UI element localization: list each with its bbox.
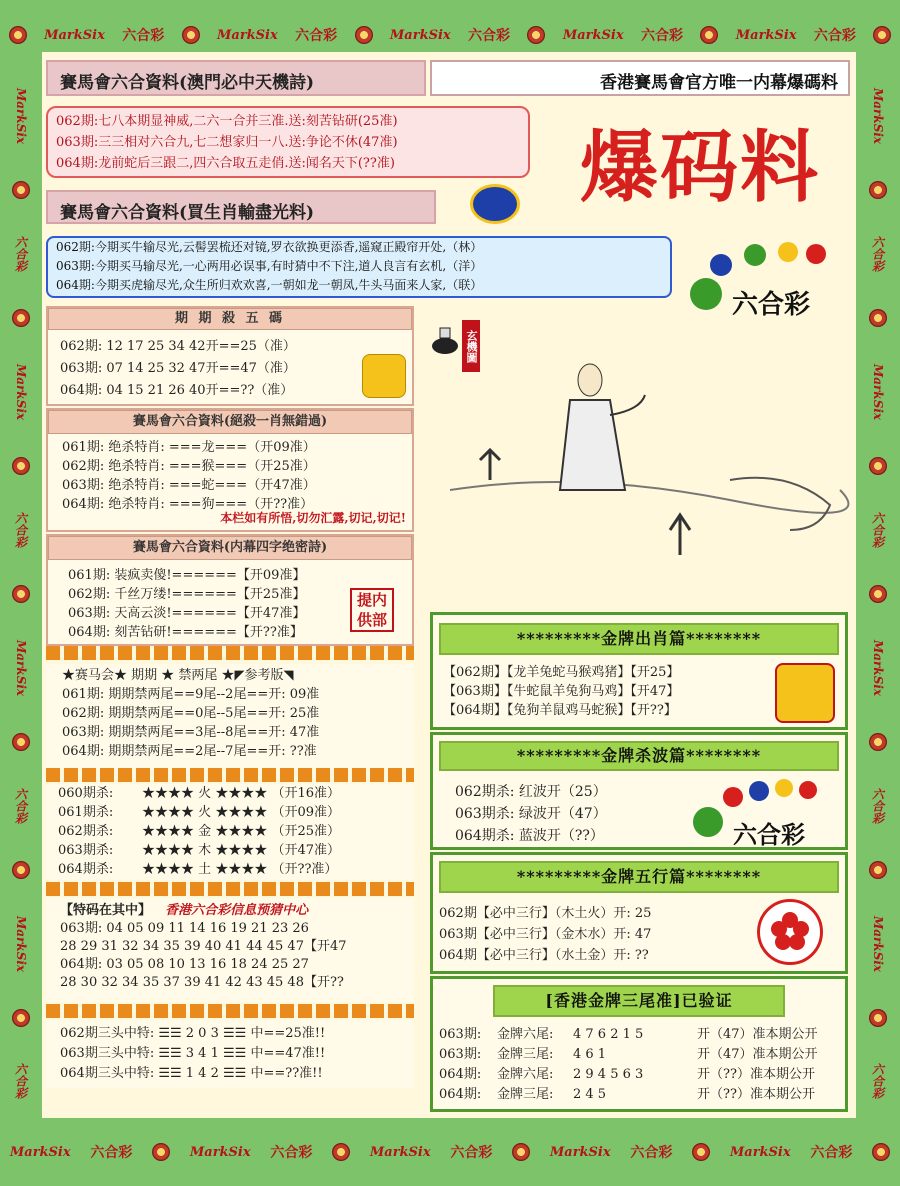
right-border xyxy=(856,70,900,1118)
gold-tail-title: [香港金牌三尾准]已验证 xyxy=(493,985,785,1017)
big-title: 爆码料 xyxy=(579,122,820,213)
shengxiao-box xyxy=(46,236,672,298)
gold-wave-row: 062期杀: 红波开（25） xyxy=(455,784,607,800)
gold-five-row: 063期【必中三行】（金木水）开: 47 xyxy=(439,927,652,942)
kill-one-row: 064期: 绝杀特肖: ===狗===（开??准） xyxy=(62,497,314,512)
kill-one-section xyxy=(46,408,414,532)
xuanji-label: 玄機圖 xyxy=(462,320,480,372)
ornament-divider xyxy=(46,882,414,896)
brand-liuhecai: 六合彩 xyxy=(13,1063,28,1100)
brand-liuhecai: 六合彩 xyxy=(295,28,338,44)
four-words-section xyxy=(46,534,414,646)
gold-zodiac-row: 【064期】【兔狗羊鼠鸡马蛇猴】【开??】 xyxy=(443,703,677,718)
gold-wave-row: 064期杀: 蓝波开（??） xyxy=(455,828,604,844)
flower-icon xyxy=(869,1009,887,1027)
kill-five-row: 063期: 07 14 25 32 47开==47（准） xyxy=(60,361,296,376)
shengxiao-line: 062期:今期买牛输尽光,云髻罢梳还对镜,罗衣欲换更添香,遥窥正殿帘开处,（林） xyxy=(56,240,483,254)
special-row: 063期: 04 05 09 11 14 16 19 21 23 26 xyxy=(60,921,309,936)
flower-icon xyxy=(332,1143,350,1161)
gold-tail-section xyxy=(430,976,848,1112)
kill-five-section xyxy=(46,306,414,406)
gold-five-row: 064期【必中三行】（水土金）开: ?? xyxy=(439,948,649,963)
kill-five-row: 062期: 12 17 25 34 42开==25（准） xyxy=(60,339,296,354)
shengxiao-line: 064期:今期买虎输尽光,众生所归欢欢喜,一朝如龙一朝凤,牛头马面来人家,（联） xyxy=(56,278,483,292)
illustration xyxy=(430,320,850,590)
brand-marksix: MarkSix xyxy=(44,27,105,43)
brand-marksix: MarkSix xyxy=(14,364,28,421)
brand-marksix: MarkSix xyxy=(871,364,885,421)
header-tagline: 香港賽馬會官方唯一内幕爆碼料 xyxy=(430,60,850,96)
brand-marksix: MarkSix xyxy=(389,27,451,43)
flower-icon xyxy=(182,26,200,44)
blue-ball-icon xyxy=(710,254,732,276)
flower-icon xyxy=(12,861,30,879)
brand-liuhecai: 六合彩 xyxy=(810,1145,853,1161)
tail-ban-row: 063期: 期期禁两尾==3尾--8尾==开: 47准 xyxy=(62,725,320,740)
flower-icon xyxy=(692,1143,710,1161)
brand-marksix: MarkSix xyxy=(729,1144,791,1160)
liuhecai-logo-small: 六合彩 xyxy=(733,820,805,849)
brand-marksix: MarkSix xyxy=(14,915,28,972)
element-kill-row: 060期杀: ★★★★ 火 ★★★★ （开16准） xyxy=(58,786,341,801)
gold-tail-row: 064期: 金牌三尾: 2 4 5 开（??）准本期公开 xyxy=(439,1087,815,1102)
ornament-divider xyxy=(46,1004,414,1018)
three-head-row: 064期三头中特: ☰☰ 1 4 2 ☰☰ 中==??准!! xyxy=(60,1066,323,1081)
flower-icon xyxy=(869,309,887,327)
red-ball-icon xyxy=(723,787,743,807)
gold-tail-row: 063期: 金牌三尾: 4 6 1 开（47）准本期公开 xyxy=(439,1047,818,1062)
flower-icon xyxy=(512,1143,530,1161)
red-ball-icon xyxy=(806,244,826,264)
scholar-drawing xyxy=(430,320,850,590)
brand-marksix: MarkSix xyxy=(189,1144,251,1160)
brand-marksix: MarkSix xyxy=(369,1144,431,1160)
brand-marksix: MarkSix xyxy=(217,27,278,43)
green-ball-icon xyxy=(693,807,723,837)
brand-liuhecai: 六合彩 xyxy=(13,512,28,549)
flower-icon xyxy=(869,457,887,475)
brand-liuhecai: 六合彩 xyxy=(870,1063,885,1100)
poem-line: 063期:三三相对六合九,七二想家归一八.送:争论不休(47准) xyxy=(56,135,398,150)
gold-tail-row: 063期: 金牌六尾: 4 7 6 2 1 5 开（47）准本期公开 xyxy=(439,1027,818,1042)
brand-marksix: MarkSix xyxy=(9,1144,71,1160)
header-title-2: 賽馬會六合資料(買生肖輸盡光料) xyxy=(46,190,436,224)
four-words-row: 063期: 天高云淡!======【开47准】 xyxy=(68,606,306,621)
brand-marksix: MarkSix xyxy=(562,27,624,43)
brand-marksix: MarkSix xyxy=(735,27,797,43)
special-row: 064期: 03 05 08 10 13 16 18 24 25 27 xyxy=(60,957,309,972)
special-center: 香港六合彩信息预猜中心 xyxy=(165,903,309,918)
kill-one-row: 063期: 绝杀特肖: ===蛇===（开47准） xyxy=(62,478,316,493)
blue-ball-icon xyxy=(749,781,769,801)
four-words-row: 064期: 刻苦钻研!======【开??准】 xyxy=(68,625,303,640)
brand-liuhecai: 六合彩 xyxy=(90,1145,133,1161)
element-kill-row: 064期杀: ★★★★ 土 ★★★★ （开??准） xyxy=(58,862,338,877)
gold-five-section xyxy=(430,852,848,974)
brand-marksix: MarkSix xyxy=(871,88,885,145)
four-words-row: 062期: 千丝万缕!======【开25准】 xyxy=(68,587,306,602)
flower-icon xyxy=(12,585,30,603)
element-kill-row: 061期杀: ★★★★ 火 ★★★★ （开09准） xyxy=(58,805,341,820)
three-head-row: 063期三头中特: ☰☰ 3 4 1 ☰☰ 中==47准!! xyxy=(60,1046,326,1061)
kill-one-row: 061期: 绝杀特肖: ===龙===（开09准） xyxy=(62,440,316,455)
gold-five-row: 062期【必中三行】（木土火）开: 25 xyxy=(439,906,652,921)
brand-liuhecai: 六合彩 xyxy=(13,236,28,273)
liuhecai-logo: 六合彩 xyxy=(732,290,811,320)
tail-ban-header: ★赛马会★ 期期 ★ 禁两尾 ★◤参考版◥ xyxy=(62,668,294,683)
tail-ban-row: 062期: 期期禁两尾==0尾--5尾==开: 25准 xyxy=(62,706,320,721)
element-kill-section xyxy=(46,784,414,880)
ornament-divider xyxy=(46,768,414,782)
gold-zodiac-section xyxy=(430,612,848,730)
three-head-section xyxy=(46,1020,414,1088)
brand-liuhecai: 六合彩 xyxy=(640,28,683,44)
green-ball-icon xyxy=(690,278,722,310)
flower-icon xyxy=(152,1143,170,1161)
brand-liuhecai: 六合彩 xyxy=(450,1145,493,1161)
brand-marksix: MarkSix xyxy=(549,1144,611,1160)
kill-one-row: 062期: 绝杀特肖: ===猴===（开25准） xyxy=(62,459,316,474)
left-border xyxy=(0,70,42,1118)
yellow-ball-icon xyxy=(778,242,798,262)
brand-liuhecai: 六合彩 xyxy=(270,1145,313,1161)
brand-marksix: MarkSix xyxy=(871,639,885,696)
special-row: 28 30 32 34 35 37 39 41 42 43 45 48【开?? xyxy=(60,975,344,990)
poem-line: 062期:七八本期显神威,二六一合并三准.送:刻苦钻研(25准) xyxy=(56,114,398,129)
brand-liuhecai: 六合彩 xyxy=(468,28,511,44)
flower-icon xyxy=(869,733,887,751)
special-label: 【特码在其中】 xyxy=(60,903,152,918)
four-words-title: 賽馬會六合資料(内幕四字绝密詩) xyxy=(48,536,412,560)
special-header xyxy=(60,902,400,920)
flower-icon xyxy=(9,26,27,44)
brand-liuhecai: 六合彩 xyxy=(13,787,28,824)
fist-icon xyxy=(775,663,835,723)
flower-icon xyxy=(869,181,887,199)
kill-one-title: 賽馬會六合資料(絕殺一肖無錯過) xyxy=(48,410,412,434)
shengxiao-line: 063期:今期买马输尽光,一心两用必误事,有时猜中不下注,道人良言有玄机,（洋） xyxy=(56,259,483,273)
flower-icon xyxy=(872,1143,890,1161)
brand-marksix: MarkSix xyxy=(14,639,28,696)
kill-five-title: 期 期 殺 五 碼 xyxy=(48,308,412,330)
gold-zodiac-row: 【062期】【龙羊兔蛇马猴鸡猪】【开25】 xyxy=(443,665,680,680)
brand-liuhecai: 六合彩 xyxy=(122,28,165,44)
bauhinia-emblem-icon xyxy=(757,899,823,965)
green-ball-icon xyxy=(744,244,766,266)
flower-icon xyxy=(12,457,30,475)
flower-icon xyxy=(12,181,30,199)
flower-icon xyxy=(355,26,373,44)
tail-ban-section xyxy=(46,664,414,768)
ornament-divider xyxy=(46,646,414,660)
brand-liuhecai: 六合彩 xyxy=(630,1145,673,1161)
tail-ban-row: 064期: 期期禁两尾==2尾--7尾==开: ??准 xyxy=(62,744,317,759)
flower-icon xyxy=(869,861,887,879)
coin-logo-icon xyxy=(470,184,520,224)
special-section xyxy=(46,898,414,1002)
flower-icon xyxy=(869,585,887,603)
flower-icon xyxy=(873,26,891,44)
kill-one-note: 本栏如有所悟,切勿汇露,切记,切记! xyxy=(220,511,406,525)
element-kill-row: 062期杀: ★★★★ 金 ★★★★ （开25准） xyxy=(58,824,341,839)
yellow-ball-icon xyxy=(775,779,793,797)
ewin-logo-icon xyxy=(362,354,406,398)
gold-wave-row: 063期杀: 绿波开（47） xyxy=(455,806,607,822)
flower-icon xyxy=(527,26,545,44)
header-title-1: 賽馬會六合資料(澳門必中天機詩) xyxy=(46,60,426,96)
brand-liuhecai: 六合彩 xyxy=(813,28,856,44)
flower-icon xyxy=(12,733,30,751)
flower-icon xyxy=(700,26,718,44)
brand-marksix: MarkSix xyxy=(871,915,885,972)
kill-five-row: 064期: 04 15 21 26 40开==??（准） xyxy=(60,383,294,398)
flower-icon xyxy=(12,309,30,327)
element-kill-row: 063期杀: ★★★★ 木 ★★★★ （开47准） xyxy=(58,843,341,858)
gold-wave-title: *********金牌杀波篇******** xyxy=(439,741,839,771)
gold-wave-section xyxy=(430,732,848,850)
three-head-row: 062期三头中特: ☰☰ 2 0 3 ☰☰ 中==25准!! xyxy=(60,1026,326,1041)
poem-box xyxy=(46,106,530,178)
brand-liuhecai: 六合彩 xyxy=(870,236,885,273)
four-words-row: 061期: 装疯卖傻!======【开09准】 xyxy=(68,568,306,583)
tail-ban-row: 061期: 期期禁两尾==9尾--2尾==开: 09准 xyxy=(62,687,320,702)
brand-liuhecai: 六合彩 xyxy=(870,512,885,549)
poem-line: 064期:龙前蛇后三跟二,四六合取五走俏.送:闻名天下(??准) xyxy=(56,156,395,171)
gold-tail-row: 064期: 金牌六尾: 2 9 4 5 6 3 开（??）准本期公开 xyxy=(439,1067,815,1082)
gold-zodiac-row: 【063期】【牛蛇鼠羊兔狗马鸡】【开47】 xyxy=(443,684,680,699)
brand-liuhecai: 六合彩 xyxy=(870,787,885,824)
brand-marksix: MarkSix xyxy=(14,88,28,145)
red-ball-icon xyxy=(799,781,817,799)
gold-five-title: *********金牌五行篇******** xyxy=(439,861,839,893)
bottom-border xyxy=(0,1118,900,1186)
special-row: 28 29 31 32 34 35 39 40 41 44 45 47【开47 xyxy=(60,939,347,954)
flower-icon xyxy=(12,1009,30,1027)
inside-stamp: 提内供部 xyxy=(350,588,394,632)
gold-zodiac-title: *********金牌出肖篇******** xyxy=(439,623,839,655)
